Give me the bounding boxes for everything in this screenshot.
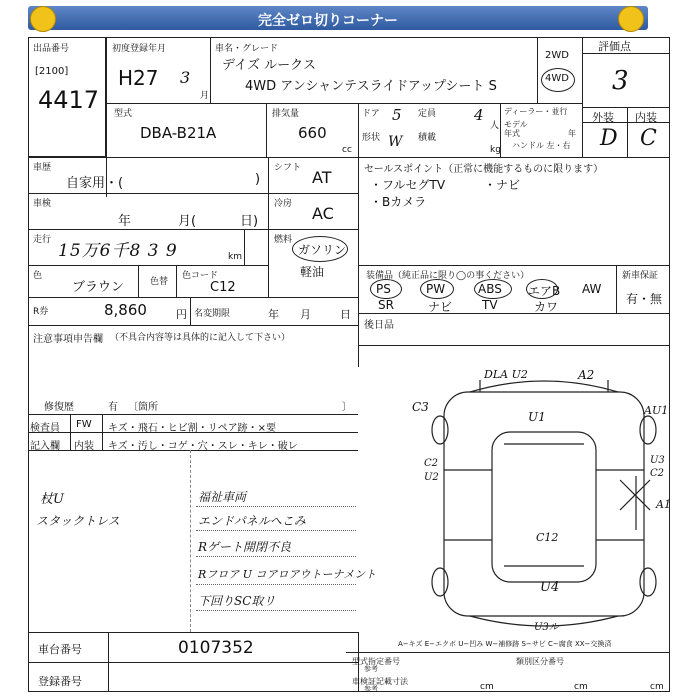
color-change-label: 色替 xyxy=(150,277,169,287)
inspection-day: 日) xyxy=(240,214,259,229)
model-label: 型式 xyxy=(114,109,133,119)
entry-marks: キズ・汚し・コゲ・穴・スレ・キレ・破レ xyxy=(108,441,298,452)
repair-value: 有 xyxy=(108,402,118,413)
equip-leather: カワ xyxy=(534,300,559,314)
rear-seat-label: 後日品 xyxy=(364,320,394,331)
ac-label: 冷房 xyxy=(274,199,293,209)
score-value: 3 xyxy=(612,66,629,96)
diagram-mark-1: DLA U2 xyxy=(484,368,528,381)
check-label: 検査員 xyxy=(30,423,60,434)
inspector-note-left-1: 杖U xyxy=(40,492,64,507)
inspector-note-left-2: スタックトレス xyxy=(36,514,120,528)
recycle-unit: 円 xyxy=(176,308,187,321)
shape-label: 形状 xyxy=(362,133,381,143)
first-reg-month-unit: 月 xyxy=(200,91,210,101)
score-label: 評価点 xyxy=(598,40,631,53)
name-change-year: 年 xyxy=(268,308,279,321)
displacement-unit: cc xyxy=(342,145,352,155)
interior-value: C xyxy=(640,126,657,151)
shift-value: AT xyxy=(312,168,332,187)
inspector-note-right-2: エンドパネルへこみ xyxy=(198,514,306,528)
seller-notes-note: （不具合内容等は具体的に記入して下さい） xyxy=(110,333,291,343)
car-name-label: 車名・グレード xyxy=(215,44,279,54)
name-change-label: 名変期限 xyxy=(194,309,231,319)
equip-airbag: エアB xyxy=(528,284,561,298)
size-label: 車検証記載寸法 xyxy=(352,677,408,686)
diagram-mark-11: C12 xyxy=(536,531,559,544)
diagram-mark-13: U3ル xyxy=(534,622,559,633)
inspection-year: 年 xyxy=(118,214,132,229)
repair-place: 〔箇所 xyxy=(128,402,158,413)
equip-tv: TV xyxy=(482,298,498,312)
import-year-label: 年式 xyxy=(504,129,520,138)
ac-value: AC xyxy=(312,204,334,223)
sales-point-1: ・フルセグTV xyxy=(370,178,446,192)
equip-abs: ABS xyxy=(478,282,502,296)
new-warranty-label: 新車保証 xyxy=(622,271,659,281)
inspector-note-right-4: Rフロア U コアロアウトーナメント xyxy=(198,568,377,581)
recycle-value: 8,860 xyxy=(104,301,147,319)
size-cm-2: cm xyxy=(574,682,588,692)
inspection-month: 月( xyxy=(178,214,197,229)
diagram-mark-3: C3 xyxy=(412,400,429,414)
header-title: 完全ゼロ切りコーナー xyxy=(258,13,398,29)
diagram-mark-6: U3 xyxy=(650,455,665,466)
diagram-mark-5: AU1 xyxy=(644,404,669,417)
entry-interior: 内装 xyxy=(74,441,94,452)
first-reg-era: H27 xyxy=(118,66,159,90)
capacity-unit: 人 xyxy=(490,121,500,131)
diagram-mark-9: U2 xyxy=(424,472,439,483)
repair-close: 〕 xyxy=(342,402,352,413)
equip-aw: AW xyxy=(582,282,602,296)
inspector-note-right-1: 福祉車両 xyxy=(198,490,247,504)
color-value: ブラウン xyxy=(72,280,125,295)
registration-label: 登録番号 xyxy=(38,675,82,688)
load-unit: kg xyxy=(490,145,501,155)
mileage-unit: km xyxy=(228,252,242,262)
exterior-value: D xyxy=(600,126,618,151)
inspector-note-right-3: Rゲート開閉不良 xyxy=(198,540,292,554)
seller-notes-label: 注意事項申告欄 xyxy=(33,334,103,345)
class-label: 類別区分番号 xyxy=(516,657,564,666)
equip-ps: PS xyxy=(376,282,391,296)
spec-label: 型式指定番号 xyxy=(352,657,400,666)
drive-label: 2WD xyxy=(545,50,569,61)
import-year-unit: 年 xyxy=(568,129,576,138)
history-value: 自家用・( xyxy=(66,176,124,191)
first-reg-label: 初度登録年月 xyxy=(112,44,167,54)
first-reg-month: 3 xyxy=(180,68,191,87)
diagram-mark-7: C2 xyxy=(650,468,665,479)
model-value: DBA-B21A xyxy=(140,124,217,142)
history-label: 車歴 xyxy=(33,163,52,173)
check-marks: キズ・飛石・ヒビ割・リペア跡・×要 xyxy=(108,423,276,434)
sales-label: セールスポイント（正常に機能するものに限ります） xyxy=(364,164,604,175)
import-label: ディーラー・並行 xyxy=(504,107,568,116)
load-label: 積載 xyxy=(418,133,437,143)
recycle-label: R券 xyxy=(33,307,49,317)
diagram-mark-12: U4 xyxy=(540,580,560,595)
sales-point-2: ・ナビ xyxy=(484,178,521,192)
shift-label: シフト xyxy=(274,163,302,173)
name-change-day: 日 xyxy=(340,308,351,321)
shape-value: W xyxy=(388,134,403,150)
mileage-label: 走行 xyxy=(33,235,52,245)
color-code: C12 xyxy=(210,280,236,295)
capacity-value: 4 xyxy=(474,106,484,124)
color-code-label: 色コード xyxy=(182,271,219,281)
displacement-label: 排気量 xyxy=(272,109,300,119)
size-cm-1: cm xyxy=(480,682,494,692)
doors-value: 5 xyxy=(392,106,402,124)
fuel-diesel: 軽油 xyxy=(300,265,325,279)
capacity-label: 定員 xyxy=(418,109,437,119)
inspection-label: 車検 xyxy=(33,199,52,209)
handle-label: ハンドル 左・右 xyxy=(512,141,571,150)
name-change-month: 月 xyxy=(300,308,311,321)
exterior-label: 外装 xyxy=(592,111,614,124)
lot-code: [2100] xyxy=(35,66,69,77)
doors-label: ドア xyxy=(362,109,380,119)
equipment-label: 装備品（純正品に限り◯の事ください） xyxy=(366,271,530,281)
repair-label: 修復歴 xyxy=(44,402,74,413)
mileage-value: 15万6千8 3 9 xyxy=(58,241,178,261)
equip-sr: SR xyxy=(378,298,394,312)
spec-ref: 参考 xyxy=(364,665,378,673)
size-cm-3: cm xyxy=(650,682,664,692)
chassis-value: 0107352 xyxy=(178,638,254,658)
equip-navi: ナビ xyxy=(428,300,453,314)
diagram-mark-10: A1 xyxy=(656,498,671,511)
check-fw: FW xyxy=(76,419,92,430)
fuel-label: 燃料 xyxy=(274,235,293,245)
car-name: デイズ ルークス xyxy=(222,58,316,73)
diagram-mark-2: A2 xyxy=(578,368,595,382)
sales-point-3: ・Bカメラ xyxy=(370,195,427,209)
history-close: ) xyxy=(255,172,261,187)
lot-label: 出品番号 xyxy=(33,44,70,54)
chassis-label: 車台番号 xyxy=(38,643,82,656)
damage-legend: A−キズ E−エクボ U−凹み W−補修跡 S−サビ C−腐食 XX−交換済 xyxy=(398,640,612,648)
lot-number: 4417 xyxy=(38,86,100,114)
fuel-gasoline: ガソリン xyxy=(298,243,347,257)
size-ref: 参考 xyxy=(364,685,378,693)
drive-value: 4WD xyxy=(545,73,569,84)
entry-label: 記入欄 xyxy=(30,441,60,452)
color-label: 色 xyxy=(33,271,43,281)
car-grade: 4WD アンシャンテスライドアップシート S xyxy=(245,79,497,94)
diagram-mark-8: C2 xyxy=(424,458,439,469)
import-model-label: モデル xyxy=(504,120,528,129)
equip-pw: PW xyxy=(426,282,446,296)
new-warranty-value: 有・無 xyxy=(626,292,663,306)
interior-label: 内装 xyxy=(635,111,657,124)
diagram-mark-4: U1 xyxy=(528,410,546,424)
displacement-value: 660 xyxy=(298,124,327,142)
inspector-note-right-5: 下回りSC取リ xyxy=(198,594,276,608)
